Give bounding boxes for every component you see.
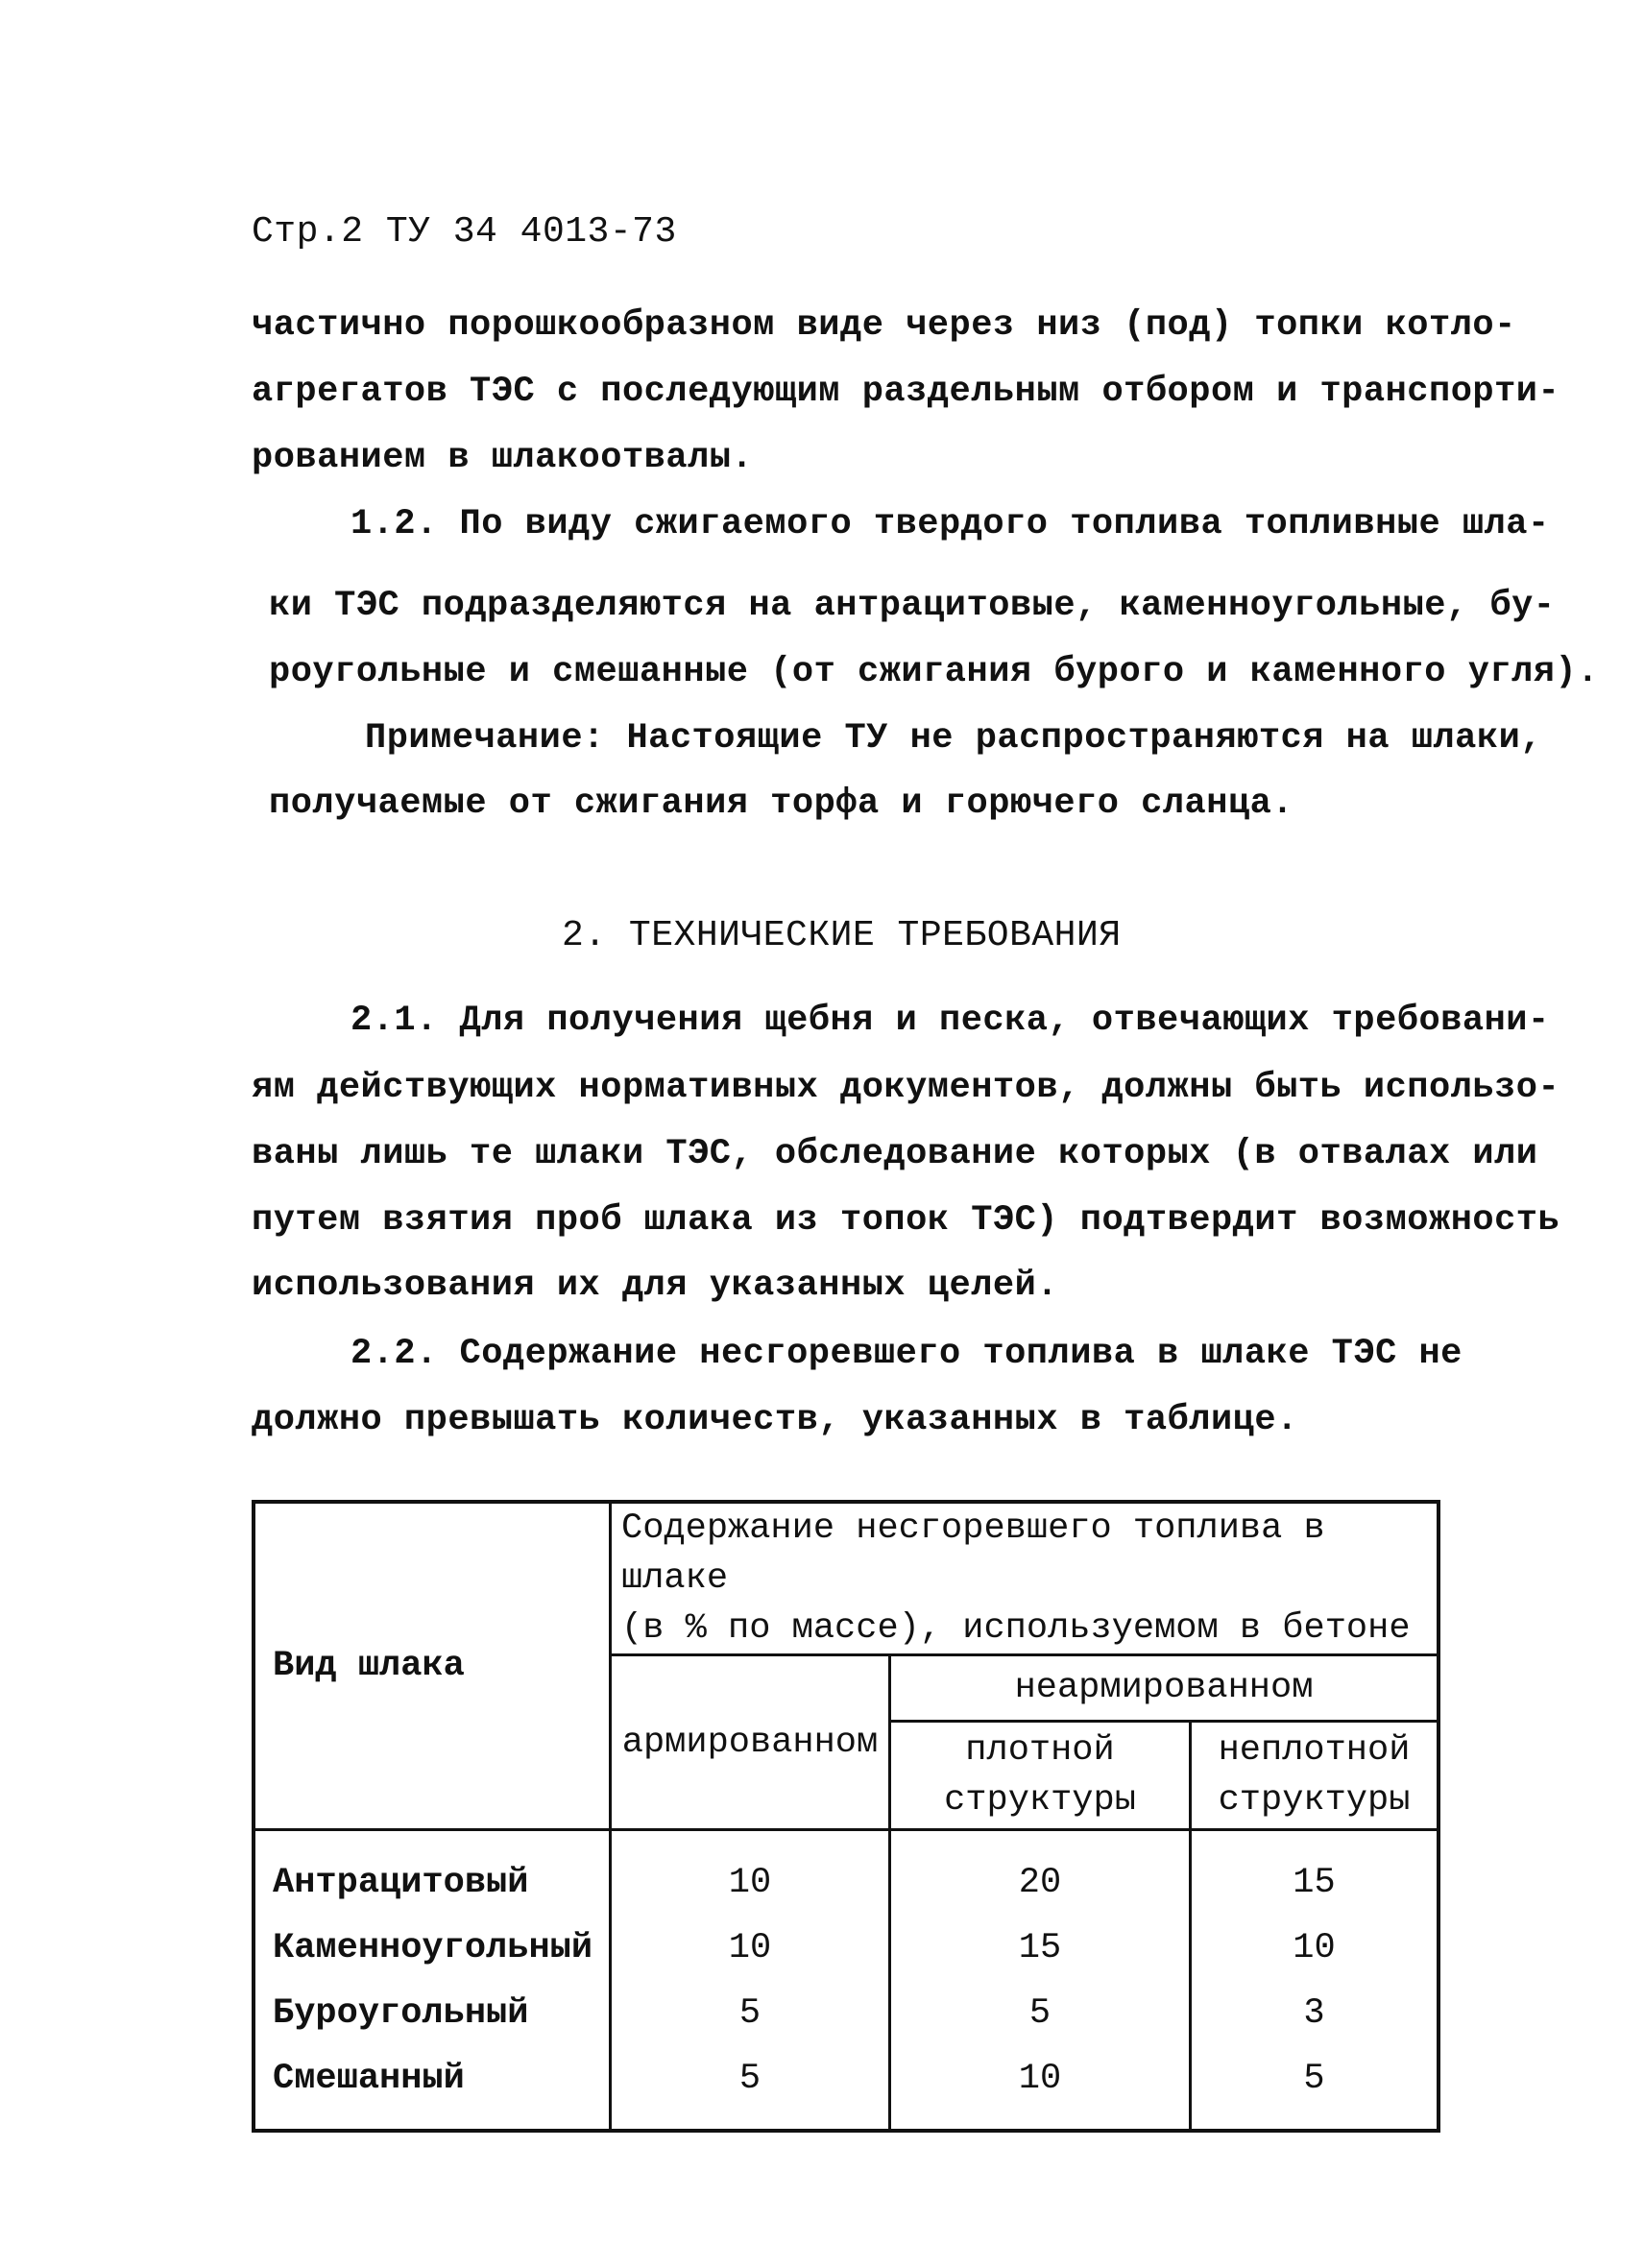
header-line: плотной — [965, 1730, 1115, 1771]
column-header-unreinforced: неармированном — [890, 1655, 1439, 1722]
slag-type-cell: Смешанный — [254, 2046, 611, 2131]
reinforced-cell: 10 — [611, 1830, 890, 1917]
column-header-slag-type: Вид шлака — [254, 1502, 611, 1830]
paragraph-line: агрегатов ТЭС с последующим раздельным отбором и транспорти- — [252, 372, 1560, 412]
slag-type-cell: Буроугольный — [254, 1981, 611, 2046]
reinforced-cell: 5 — [611, 2046, 890, 2131]
reinforced-cell: 10 — [611, 1916, 890, 1981]
slag-content-table — [252, 1500, 1440, 2133]
paragraph-line: ваны лишь те шлаки ТЭС, обследование которых (в отвалах или — [252, 1134, 1538, 1174]
slag-type-cell: Антрацитовый — [254, 1830, 611, 1917]
table-row — [254, 1830, 1438, 1917]
dense-cell: 20 — [890, 1830, 1191, 1917]
nondense-cell: 5 — [1191, 2046, 1439, 2131]
column-header-reinforced: армированном — [611, 1655, 890, 1830]
nondense-cell: 10 — [1191, 1916, 1439, 1981]
paragraph-line: 2.1. Для получения щебня и песка, отвечающих требовани- — [351, 1001, 1550, 1041]
reinforced-cell: 5 — [611, 1981, 890, 2046]
column-header-unburnt-fuel — [611, 1502, 1439, 1655]
column-header-dense — [890, 1722, 1191, 1830]
section-heading: 2. ТЕХНИЧЕСКИЕ ТРЕБОВАНИЯ — [562, 915, 1122, 956]
dense-cell: 10 — [890, 2046, 1191, 2131]
note-line: получаемые от сжигания торфа и горючего сланца. — [269, 784, 1294, 824]
paragraph-line: путем взятия проб шлака из топок ТЭС) подтвердит возможность — [252, 1200, 1560, 1241]
table-row — [254, 2046, 1438, 2131]
note-line: Примечание: Настоящие ТУ не распространяются на шлаки, — [365, 718, 1542, 759]
header-line: структуры — [944, 1780, 1136, 1821]
dense-cell: 15 — [890, 1916, 1191, 1981]
header-line: структуры — [1218, 1780, 1411, 1821]
paragraph-line: частично порошкообразном виде через низ (под) топки котло- — [252, 305, 1516, 346]
paragraph-line: 1.2. По виду сжигаемого твердого топлива топливные шла- — [351, 504, 1550, 544]
slag-type-cell: Каменноугольный — [254, 1916, 611, 1981]
table-row — [254, 1981, 1438, 2046]
paragraph-line: рованием в шлакоотвалы. — [252, 438, 754, 478]
dense-cell: 5 — [890, 1981, 1191, 2046]
nondense-cell: 15 — [1191, 1830, 1439, 1917]
paragraph-line: должно превышать количеств, указанных в таблице. — [252, 1400, 1298, 1440]
column-header-nondense — [1191, 1722, 1439, 1830]
nondense-cell: 3 — [1191, 1981, 1439, 2046]
paragraph-line: использования их для указанных целей. — [252, 1266, 1059, 1306]
table-row — [254, 1916, 1438, 1981]
header-line: (в % по массе), используемом в бетоне — [621, 1608, 1411, 1649]
header-line: Содержание несгоревшего топлива в шлаке — [621, 1508, 1325, 1599]
page-header: Стр.2 ТУ 34 4013-73 — [252, 211, 677, 253]
paragraph-line: роугольные и смешанные (от сжигания бурого и каменного угля). — [269, 652, 1599, 692]
header-line: неплотной — [1218, 1730, 1411, 1771]
paragraph-line: 2.2. Содержание несгоревшего топлива в шлаке ТЭС не — [351, 1334, 1463, 1374]
paragraph-line: ям действующих нормативных документов, должны быть использо- — [252, 1068, 1560, 1108]
paragraph-line: ки ТЭС подразделяются на антрацитовые, каменноугольные, бу- — [269, 586, 1556, 626]
